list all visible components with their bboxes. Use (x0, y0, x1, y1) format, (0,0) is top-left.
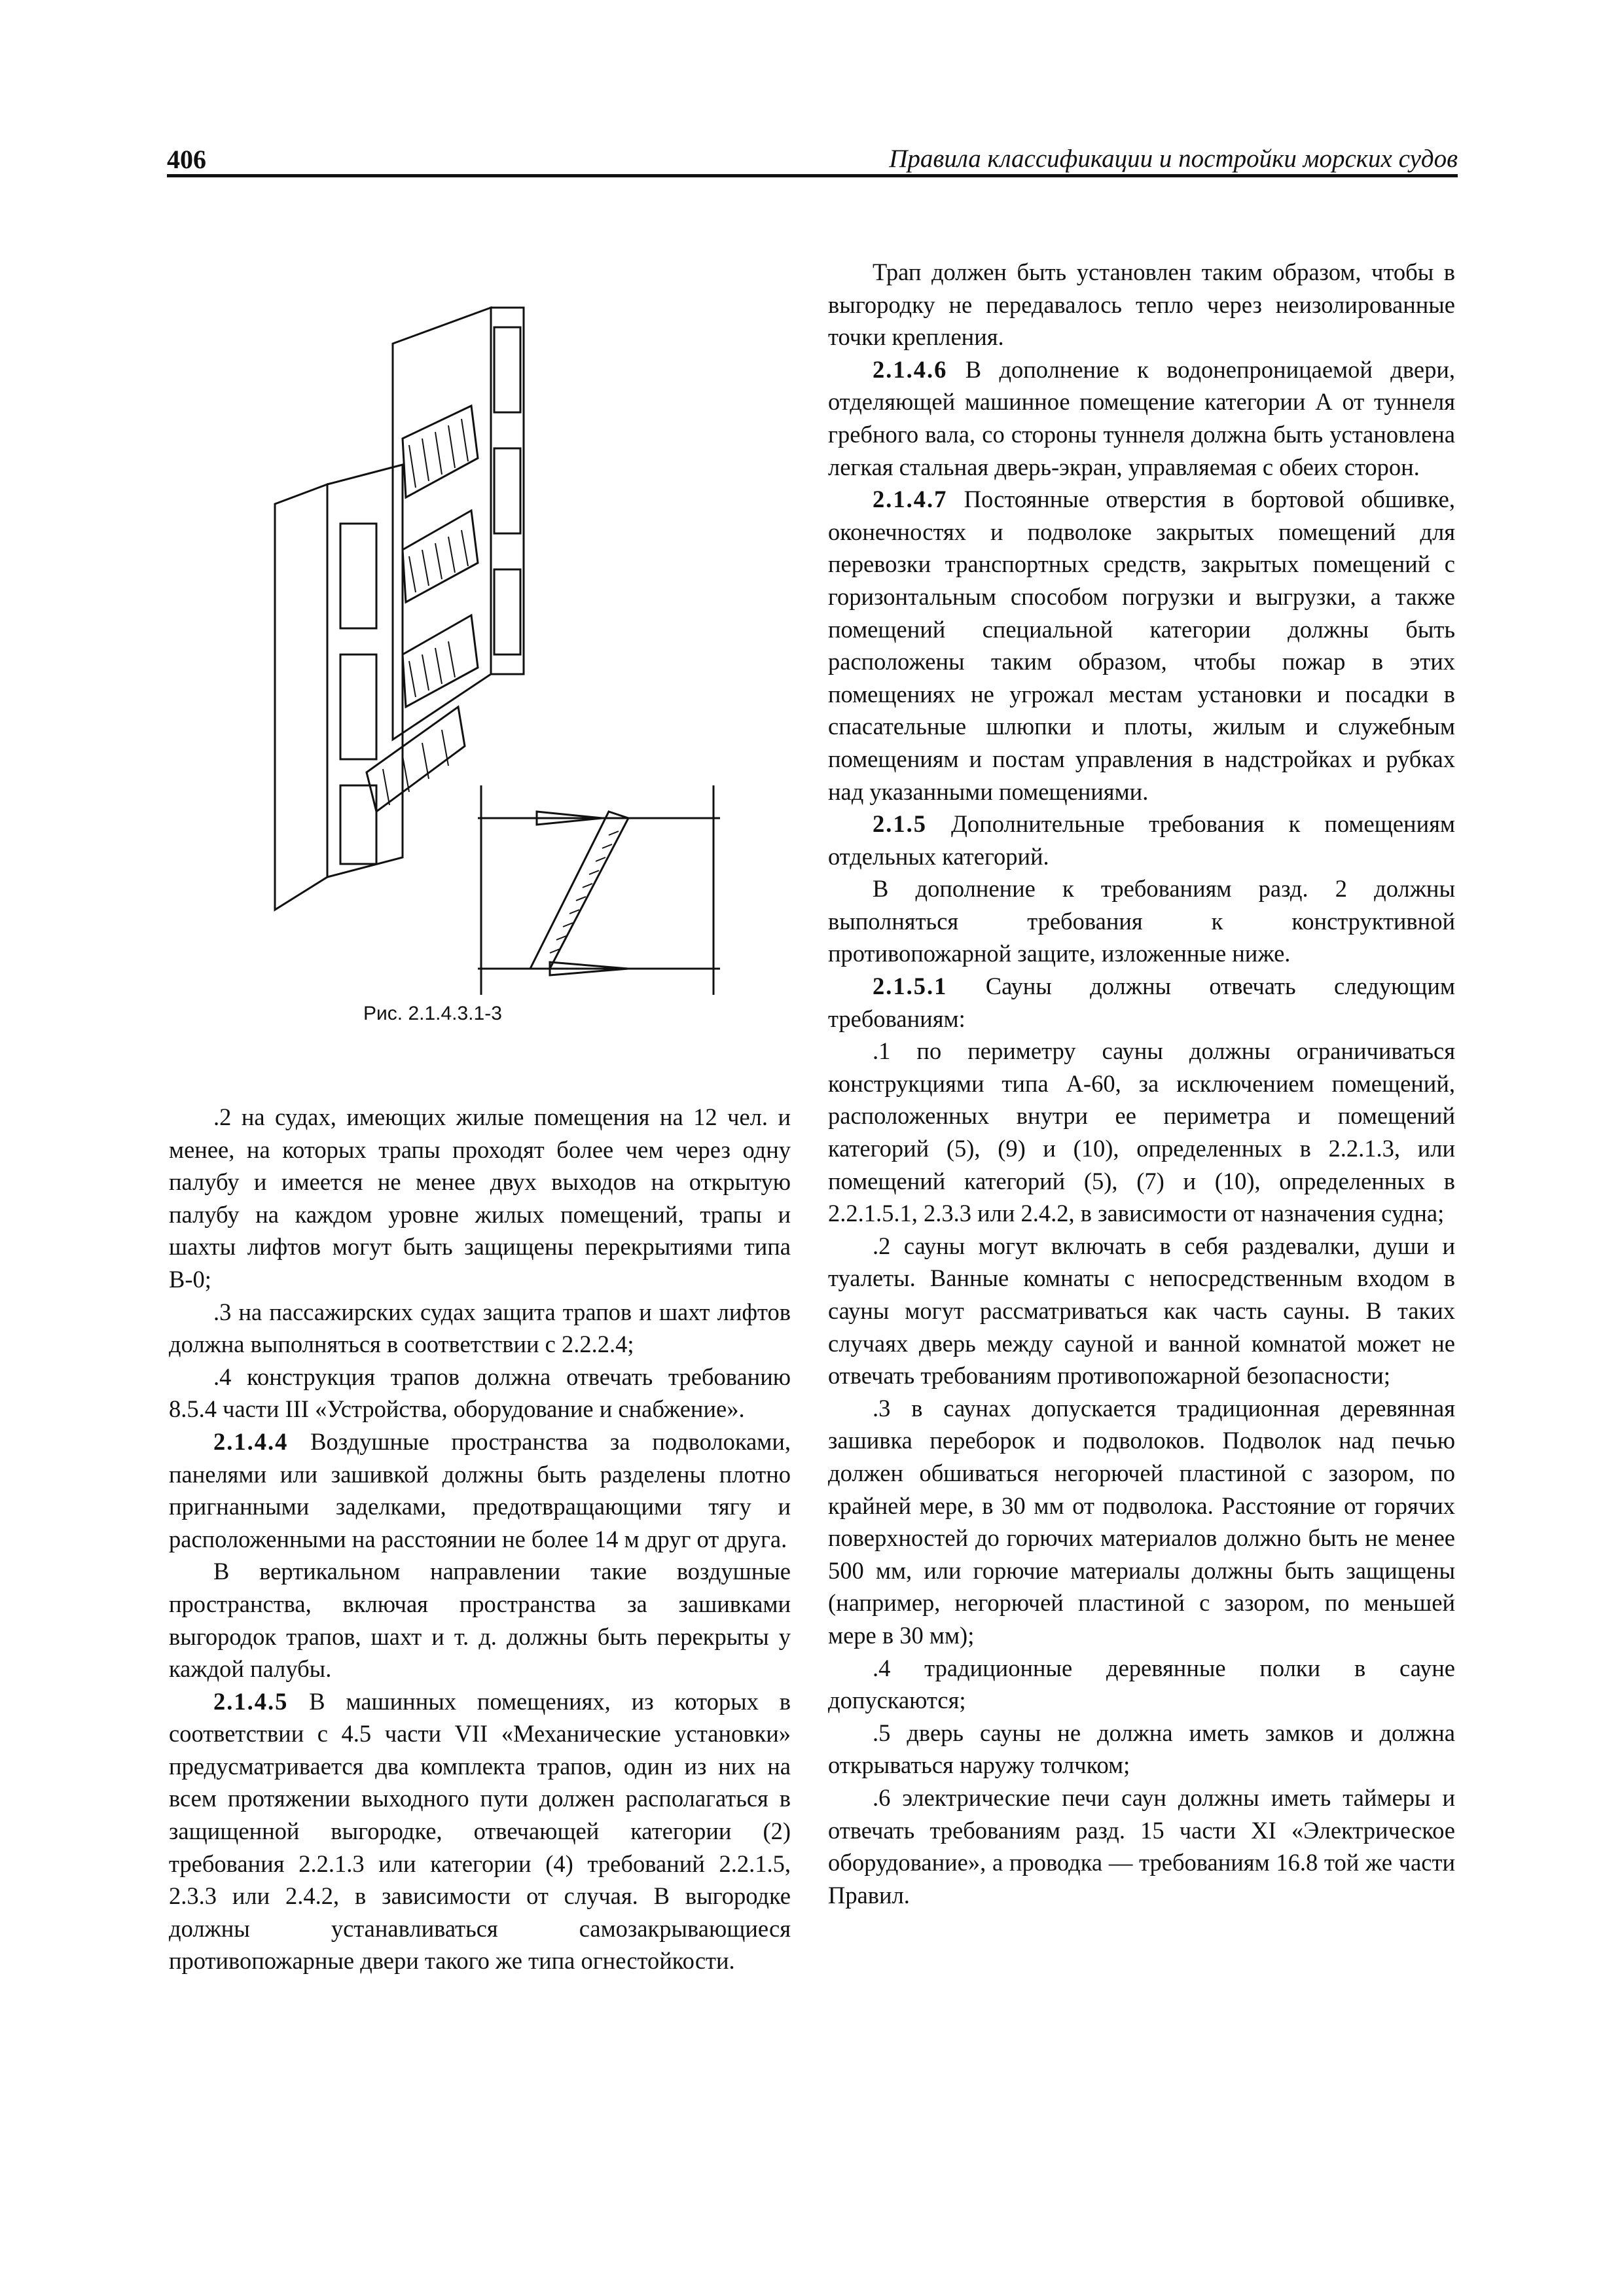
opening-2 (340, 655, 376, 759)
paragraph: .2 сауны могут включать в себя раздевалки, души и туалеты. Ванные комнаты с непосредственным входом в сауны могут рассматриваться как часть сауны. В таких случаях дверь между сауной и ванной комнатой может не отвечать требованиям противопожарной безопасности; (828, 1232, 1455, 1390)
paragraph: .2 на судах, имеющих жилые помещения на 12 чел. и менее, на которых трапы проходят более чем через одну палубу и имеется не менее двух выходов на открытую палубу на каждом уровне жилых помещений, трапы и шахты лифтов могут быть защищены перекрытиями типа В-0; (169, 1103, 791, 1293)
paragraph: .5 дверь сауны не должна иметь замков и должна открываться наружу толчком; (828, 1719, 1455, 1779)
paragraph: .1 по периметру сауны должны ограничиваться конструкциями типа А-60, за исключением помещений, расположенных внутри ее периметра и помещений категорий (5), (9) и (10), определенных в 2.2.1.3, или помещений категорий (5), (7) и (10), определенных в 2.2.1.5.1, 2.3.3 или 2.4.2, в зависимости от назначения судна; (828, 1037, 1455, 1227)
paragraph: .4 традиционные деревянные полки в сауне допускаются; (828, 1654, 1455, 1714)
wall-edge (491, 308, 524, 674)
stair-flight-3 (403, 615, 478, 707)
section-number: 2.1.4.4 (213, 1427, 289, 1455)
paragraph: В вертикальном направлении такие воздушные пространства, включая пространства за зашивками выгородок трапов, шахт и т. д. должны быть перекрыты у каждой палубы. (169, 1558, 791, 1683)
front-wall (275, 484, 327, 910)
section-stair (530, 812, 628, 969)
section-number: 2.1.5 (873, 810, 927, 838)
section-number: 2.1.4.7 (873, 486, 948, 513)
paragraph (828, 808, 1455, 872)
paragraph-text: Постоянные отверстия в бортовой обшивке, оконечностях и подволоке закрытых помещений для перевозки транспортных средств, закрытых помещений с горизонтальным способом погрузки и выгрузки, а также помещений специальной категории должны быть расположены таким образом, чтобы пожар в этих помещениях не угрожал местам установки и посадки в спасательные шлюпки и плоты, жилым и служебным помещениям и постам управления в надстройках и рубках над указанными помещениями. (828, 486, 1455, 805)
paragraph: Трап должен быть установлен таким образом, чтобы в выгородку не передавалось тепло через неизолированные точки крепления. (828, 259, 1455, 351)
paragraph-text: В машинных помещениях, из которых в соответствии с 4.5 части VII «Механические установки» предусматривается два комплекта трапов, один из них на всем протяжении выходного пути должен располагаться в защищенной выгородке, отвечающей категории (2) требования 2.2.1.3 или категории (4) требований 2.2.1.5, 2.3.3 или 2.4.2, в зависимости от случая. В выгородке должны устанавливаться самозакрывающиеся противопожарные двери такого же типа огнестойкости. (169, 1687, 791, 1975)
section-number: 2.1.4.6 (873, 355, 948, 383)
opening-1 (340, 524, 376, 628)
stairway-figure (262, 288, 733, 995)
paragraph-text: Воздушные пространства за подволоками, панелями или зашивкой должны быть разделены плотно пригнанными заделками, предотвращающими тягу и расположенными на расстоянии не более 14 м друг от друга. (169, 1427, 791, 1552)
right-column (828, 256, 1455, 1911)
paragraph-text: Сауны должны отвечать следующим требованиям: (828, 973, 1455, 1032)
paragraph (828, 483, 1455, 808)
back-wall (393, 308, 491, 740)
paragraph (828, 970, 1455, 1035)
section-number: 2.1.5.1 (873, 973, 948, 1000)
door-3 (494, 569, 520, 655)
left-column (169, 1101, 791, 1977)
paragraph: .6 электрические печи саун должны иметь таймеры и отвечать требованиям разд. 15 части XI «Электрическое оборудование», а проводка — требованиям 16.8 той же части Правил. (828, 1784, 1455, 1909)
paragraph: В дополнение к требованиям разд. 2 должны выполняться требования к конструктивной противопожарной защите, изложенные ниже. (828, 875, 1455, 967)
paragraph (828, 353, 1455, 483)
opening-3 (340, 785, 376, 864)
stair-flight-4 (367, 707, 465, 812)
paragraph: .4 конструкция трапов должна отвечать требованию 8.5.4 части III «Устройства, оборудование и снабжение». (169, 1363, 791, 1423)
header-rule (167, 174, 1458, 177)
running-title: Правила классификации и постройки морских судов (889, 145, 1458, 173)
paragraph-text: В дополнение к водонепроницаемой двери, отделяющей машинное помещение категории А от туннеля гребного вала, со стороны туннеля должна быть установлена легкая стальная дверь-экран, управляемая с обеих сторон. (828, 355, 1455, 480)
section-number: 2.1.4.5 (213, 1687, 289, 1715)
front-wall-side (327, 465, 403, 877)
door-1 (494, 327, 520, 412)
paragraph: .3 на пассажирских судах защита трапов и шахт лифтов должна выполняться в соответствии с 2.2.2.4; (169, 1298, 791, 1358)
paragraph-text: Дополнительные требования к помещениям отдельных категорий. (828, 810, 1455, 870)
paragraph: .3 в саунах допускается традиционная деревянная зашивка переборок и подволоков. Подволок над печью должен обшиваться негорючей пластиной с зазором, по крайней мере, в 30 мм от подволока. Расстояние от горячих поверхностей до горючих материалов должно быть не менее 500 мм, или горючие материалы должны быть защищены (например, негорючей пластиной с зазором, по меньшей мере в 30 мм); (828, 1394, 1455, 1649)
paragraph (169, 1685, 791, 1977)
paragraph (169, 1426, 791, 1555)
door-2 (494, 448, 520, 533)
figure-caption: Рис. 2.1.4.3.1-3 (363, 1003, 502, 1024)
page-header (167, 144, 1458, 177)
stairway-drawing (262, 288, 733, 995)
page-number: 406 (167, 145, 206, 174)
